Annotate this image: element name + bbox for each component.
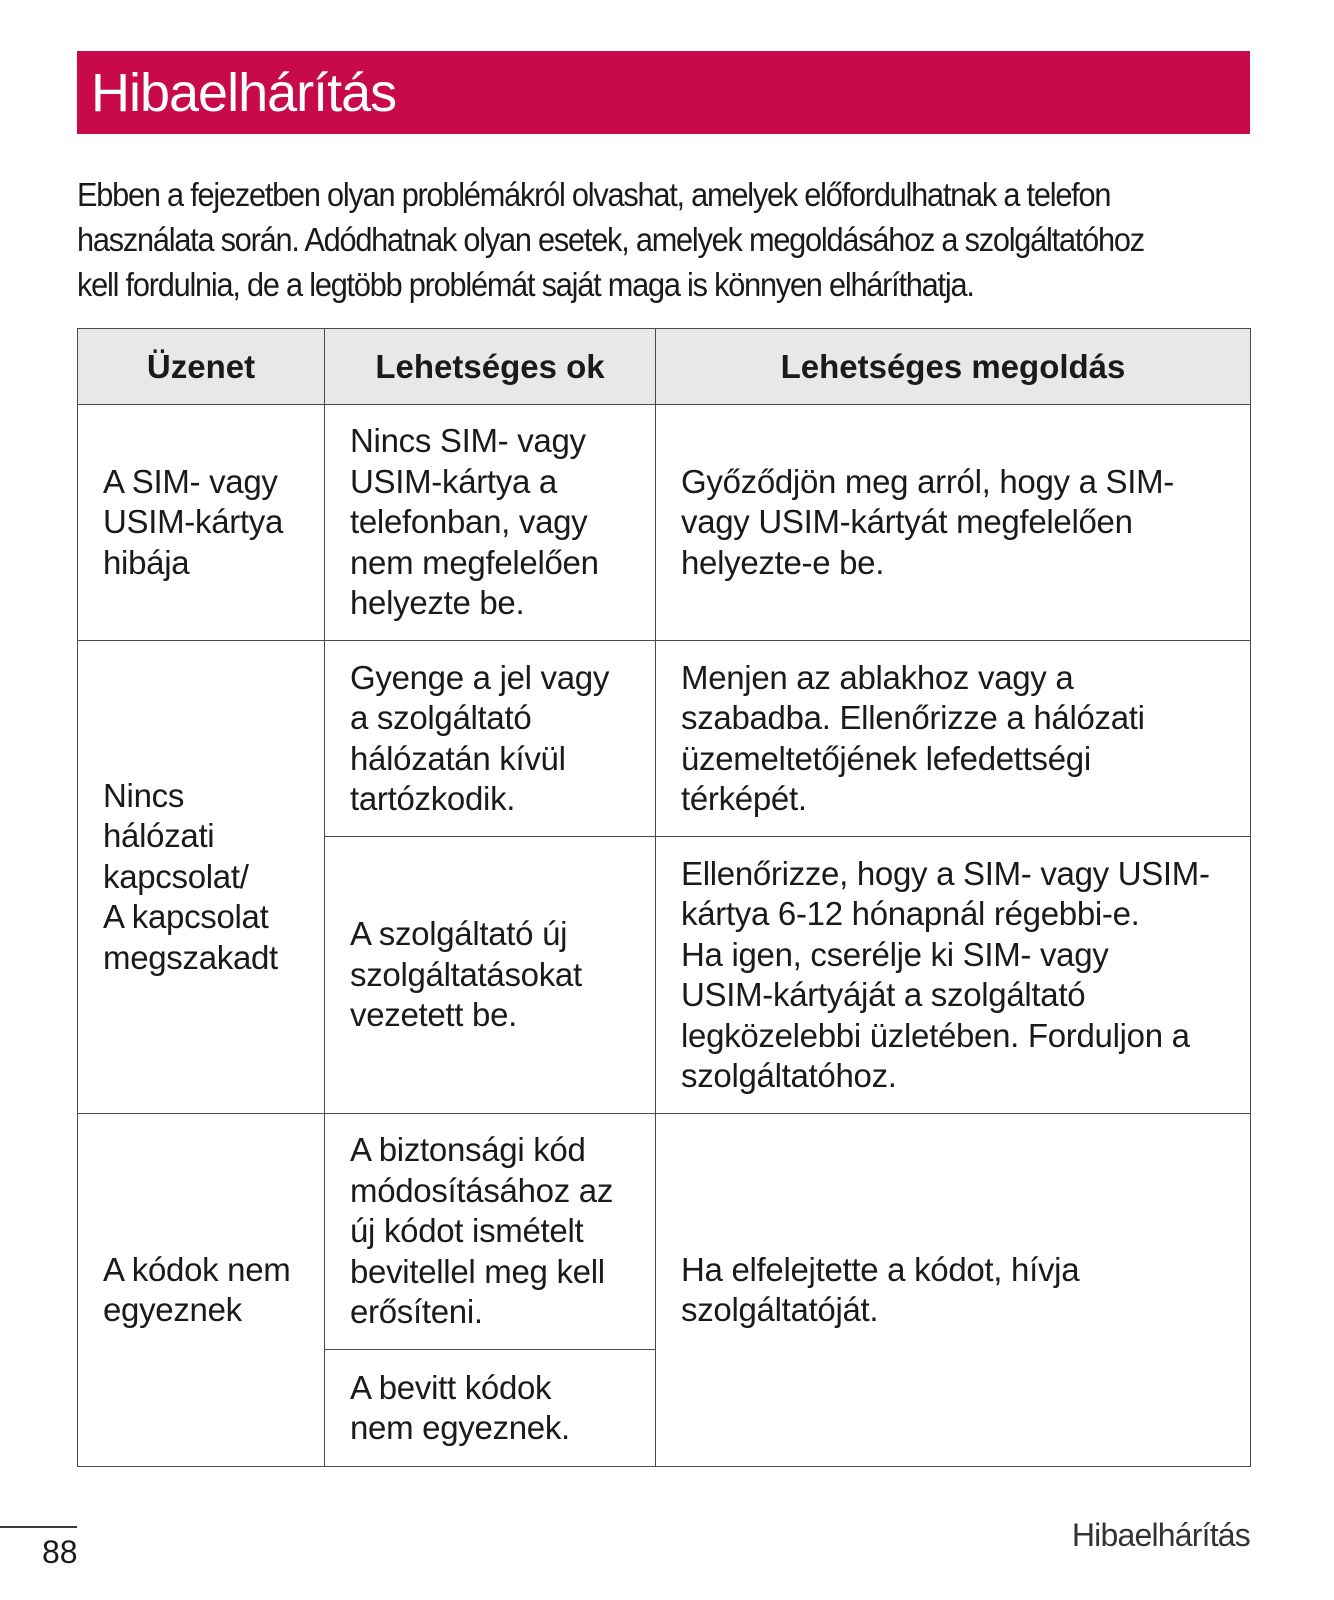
cause-cell	[325, 837, 656, 1114]
solution-text: Győződjön meg arról, hogy a SIM- vagy USIM-kártyát megfelelően helyezte-e be.	[681, 462, 1174, 581]
table-row	[78, 405, 1251, 641]
troubleshooting-table	[77, 328, 1251, 1467]
cause-text: Nincs SIM- vagy USIM-kártya a telefonban, vagy nem megfelelően helyezte be.	[350, 422, 599, 622]
cause-cell	[325, 641, 656, 837]
intro-line: kell fordulnia, de a legtöbb problémát saját maga is könnyen elháríthatja.	[77, 266, 974, 303]
table-row	[78, 1114, 1251, 1350]
solution-text: Ellenőrizze, hogy a SIM- vagy USIM- kártya 6-12 hónapnál régebbi-e. Ha igen, cserélje ki SIM- vagy USIM-kártyáját a szolgáltató legközelebbi üzletében. Forduljon a szolgáltatóhoz.	[681, 854, 1210, 1094]
intro-paragraph	[77, 172, 1184, 307]
message-text: A SIM- vagy USIM-kártya hibája	[103, 462, 284, 581]
page-number: 88	[42, 1534, 78, 1570]
solution-cell	[656, 837, 1251, 1114]
cause-text: Gyenge a jel vagy a szolgáltató hálózatán kívül tartózkodik.	[350, 658, 610, 817]
table-row	[78, 641, 1251, 837]
footer-rule	[0, 1526, 77, 1528]
message-text: A kódok nem egyeznek	[103, 1250, 291, 1328]
message-text: Nincs hálózati kapcsolat/ A kapcsolat megszakadt	[103, 776, 278, 976]
cause-cell	[325, 405, 656, 641]
intro-line: használata során. Adódhatnak olyan esetek, amelyek megoldásához a szolgáltatóhoz	[77, 221, 1144, 258]
solution-text: Menjen az ablakhoz vagy a szabadba. Ellenőrizze a hálózati üzemeltetőjének lefedettségi térképét.	[681, 658, 1145, 817]
solution-text: Ha elfelejtette a kódot, hívja szolgáltatóját.	[681, 1250, 1080, 1328]
chapter-title: Hibaelhárítás	[91, 63, 397, 123]
solution-cell	[656, 1114, 1251, 1467]
message-cell	[78, 1114, 325, 1467]
chapter-title-bar	[77, 51, 1250, 134]
cause-text: A biztonsági kód módosításához az új kódot ismételt bevitellel meg kell erősíteni.	[350, 1131, 614, 1331]
solution-cell	[656, 641, 1251, 837]
header-cause: Lehetséges ok	[325, 329, 656, 405]
intro-line: Ebben a fejezetben olyan problémákról olvashat, amelyek előfordulhatnak a telefon	[77, 176, 1111, 213]
cause-cell	[325, 1350, 656, 1467]
cause-cell	[325, 1114, 656, 1350]
solution-cell	[656, 405, 1251, 641]
running-title: Hibaelhárítás	[1071, 1517, 1250, 1553]
message-cell	[78, 641, 325, 1114]
cause-text: A bevitt kódok nem egyeznek.	[350, 1368, 570, 1446]
cause-text: A szolgáltató új szolgáltatásokat vezetett be.	[350, 915, 582, 1034]
table-header-row	[78, 329, 1251, 405]
header-solution: Lehetséges megoldás	[656, 329, 1251, 405]
message-cell	[78, 405, 325, 641]
header-message: Üzenet	[78, 329, 325, 405]
